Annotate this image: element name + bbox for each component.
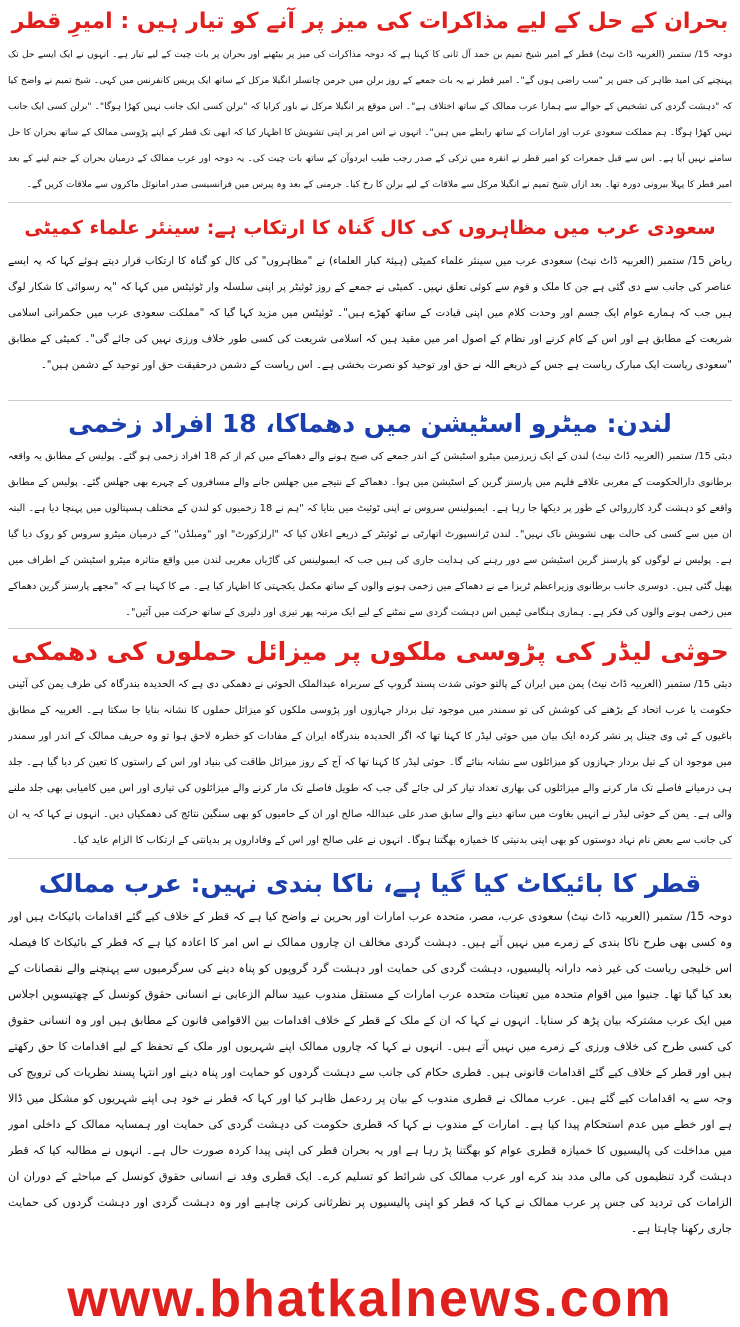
headline: سعودی عرب میں مظاہروں کی کال گناہ کا ارتکاب ہے: سینئر علماء کمیٹی [24, 217, 716, 239]
article-houthi-threat [8, 632, 732, 854]
divider [8, 202, 732, 203]
headline: حوثی لیڈر کی پڑوسی ملکوں پر میزائل حملوں کی دھمکی [11, 637, 729, 666]
article-london-blast [8, 404, 732, 626]
divider [8, 858, 732, 859]
divider [8, 628, 732, 629]
divider [8, 400, 732, 401]
article-saudi-scholars [8, 208, 732, 398]
article-body: دبئی 15/ ستمبر (العربیہ ڈاٹ نیٹ) یمن میں ایران کے پالتو حوثی شدت پسند گروپ کے سربراہ عبدالملک الحوثی نے دھمکی دی ہے کہ الحدیدہ بندرگاہ کی طرف یمن کی آئینی حکومت یا عرب اتحاد کے بڑھنے کی کوشش کی تو سمندر میں موجود تیل بردار جہازوں اور پڑوسی ملکوں کو میزائل حملوں کا نشانہ بنایا جا سکتا ہے۔ العربیہ کے مطابق باغیوں کے ٹی وی چینل پر نشر کردہ ایک بیان میں حوثی لیڈر کا کہنا تھا کہ اگر الحدیدہ بندرگاہ ایران کے مفادات کو خطرہ لاحق ہوا تو وہ حریف ممالک کے اندر اور سمندر میں موجود ان کے تیل بردار جہازوں کو میزائلوں سے نشانہ بنائے گا۔ حوثی لیڈر کا کہنا تھا کہ آج کے روز میزائل طاقت کی بنیاد اور اس کے راستوں کا تعین کر دیا گیا ہے۔ جلد ہی درمیانے فاصلے تک مار کرنے والے میزائلوں کی بھاری تعداد تیار کر لی جائے گی جب کہ طویل فاصلے تک مار کرنے والے میزائلوں کی تیاری اور اس میں کامیابی بھی جلد ملنے والی ہے۔ یمن کے حوثی لیڈر نے انہیں بغاوت میں ساتھ دینے والے سابق صدر علی عبداللہ صالح اور ان کے حامیوں کو بھی سنگین نتائج کی دھمکیاں دیں۔ انہوں نے کہا کہ یہ ان کی جانب سے بعض نام نہاد دوستوں کو بھی اپنی بدنیتی کا خمیازہ بھگتنا ہوگا۔ انہوں نے علی صالح اور اس کے وفاداروں پر بدیانتی کے ارتکاب کا الزام عاید کیا۔ [8, 679, 732, 846]
article-qatar-boycott [8, 864, 732, 1268]
headline: لندن: میٹرو اسٹیشن میں دھماکا، 18 افراد زخمی [68, 409, 672, 438]
article-body: دوحہ 15/ ستمبر (العربیہ ڈاٹ نیٹ) قطر کے امیر شیخ تمیم بن حمد آل ثانی کا کہنا ہے کہ دوحہ مذاکرات کی میز پر بیٹھنے اور بحران پر بات چیت کے لیے تیار ہے۔ انہوں نے ایک ایسے حل تک پہنچنے کی امید ظاہر کی جس پر "سب راضی ہوں گے"۔ امیر قطر نے یہ بات جمعے کے روز برلن میں جرمن چانسلر انگیلا مرکل کے ساتھ ایک پریس کانفرنس میں کہی۔ شیخ تمیم نے واضح کیا کہ "دہشت گردی کی تشخیص کے حوالے سے ہمارا عرب ممالک کے ساتھ اختلاف ہے"۔ اس موقع پر انگیلا مرکل نے باور کرایا کہ "برلن کسی ایک جانب نہیں کھڑا ہوگا"۔ "برلن کسی ایک جانب نہیں کھڑا ہوگا۔ ہم مملکت سعودی عرب اور امارات کے ساتھ رابطے میں ہیں"۔ انہوں نے اس امر پر اپنی تشویش کا اظہار کیا کہ ابھی تک قطر کے اپنے پڑوسی ممالک کے ساتھ بحران کا حل سامنے نہیں آیا ہے۔ اس سے قبل جمعرات کو امیر قطر نے انقرہ میں ترکی کے صدر رجب طیب ایردوآن کے ساتھ بات چیت کی۔ یہ دوحہ اور عرب ممالک کے درمیان بحران کے جنم لینے کے بعد امیر قطر کا پہلا بیرونی دورہ تھا۔ بعد ازاں شیخ تمیم نے انگیلا مرکل سے ملاقات کے لیے برلن کا رخ کیا۔ جرمنی کے بعد وہ پیرس میں فرانسیسی صدر امانوئل ماکروں سے ملاقات کریں گے۔ [8, 50, 732, 190]
headline: قطر کا بائیکاٹ کیا گیا ہے، ناکا بندی نہیں: عرب ممالک [38, 869, 702, 898]
article-body: دبئی 15/ ستمبر (العربیہ ڈاٹ نیٹ) لندن کے ایک زیرزمین میٹرو اسٹیشن کے اندر جمعے کی صبح ہونے والے دھماکے میں کم از کم 18 افراد زخمی ہو گئے۔ پولیس کے مطابق یہ واقعہ برطانوی دارالحکومت کے مغربی علاقے فلہم میں پارسنز گرین کے اسٹیشن میں ہوا۔ دھماکے کے نتیجے میں جھلس جانے والے مسافروں کے چہرے بھی جھلس گئے۔ پولیس کے مطابق واقعے کو دہشت گرد کارروائی کے طور پر دیکھا جا رہا ہے۔ ایمبولینس سروس نے اپنی ٹوئیٹ میں بتایا کہ "ہم نے 18 زخمیوں کو لندن کے مختلف ہسپتالوں میں پہنچا دیا ہے۔ البتہ ان میں سے کسی کی حالت بھی تشویش ناک نہیں"۔ لندن ٹرانسپورٹ اتھارٹی نے ٹوئیٹر کے ذریعے اعلان کیا کہ "ارلزکورٹ" اور "ومبلڈن" کے درمیان میٹرو سروس کو روک دیا گیا ہے۔ پولیس نے لوگوں کو پارسنز گرین اسٹیشن سے دور رہنے کی ہدایت جاری کی ہیں جب کہ ایمبولینس کی گاڑیاں مغربی لندن میں واقع متاثرہ میٹرو اسٹیشن کے اطراف میں پھیل گئی ہیں۔ دوسری جانب برطانوی وزیراعظم ٹریزا مے نے دھماکے میں زخمی ہونے والوں کے ساتھ مکمل یکجہتی کا اظہار کیا ہے۔ مے کا کہنا ہے کہ "مجھے پارسنز گرین دھماکے میں زخمی ہونے والوں کی فکر ہے۔ ہماری ہنگامی ٹیمیں اس دہشت گردی سے نمٹنے کے لیے ایک مرتبہ پھر تیزی اور دلیری کے ساتھ حرکت میں آئیں"۔ [8, 451, 732, 618]
article-qatar-emir [8, 2, 732, 198]
site-url: www.bhatkalnews.com [67, 1272, 673, 1327]
headline: بحران کے حل کے لیے مذاکرات کی میز پر آنے کو تیار ہیں : امیرِ قطر [11, 9, 729, 34]
article-body: دوحہ 15/ ستمبر (العربیہ ڈاٹ نیٹ) سعودی عرب، مصر، متحدہ عرب امارات اور بحرین نے واضح کیا ہے کہ قطر کے خلاف کیے گئے اقدامات بائیکاٹ ہیں اور وہ کسی بھی طرح ناکا بندی کے زمرے میں نہیں آتے ہیں۔ دہشت گردی مخالف ان چاروں ممالک نے اس امر کا اعادہ کیا ہے کہ قطر کے بائیکاٹ کا فیصلہ اس خلیجی ریاست کی غیر ذمہ دارانہ پالیسیوں، دہشت گردی کی حمایت اور دہشت گرد گروپوں کو پناہ دینے کی سرگرمیوں سے پہنچنے والے نقصانات کے بعد کیا گیا تھا۔ جنیوا میں اقوام متحدہ میں تعینات متحدہ عرب امارات کے مستقل مندوب عبید سالم الزعابی نے انسانی حقوق کونسل کے چھتیسویں اجلاس میں ایک عرب مشترکہ بیان پڑھ کر سنایا۔ انہوں نے کہا کہ ان کے ملک کے قطر کے خلاف اقدامات بین الاقوامی قانون کے مطابق ہیں اور وہ انسانی حقوق کی کسی طرح کی خلاف ورزی کے زمرے میں نہیں آتے ہیں۔ انہوں نے کہا کہ چاروں ممالک اپنے شہریوں اور ملک کے تحفظ کے لیے اقدامات کا حق رکھتے ہیں اور قطر کے خلاف کیے گئے اقدامات قانونی ہیں۔ قطری حکام کی جانب سے دہشت گردوں کو حمایت اور پناہ دینے اور انتہا پسند نظریات کی ترویج کی وجہ سے یہ اقدامات کیے گئے ہیں۔ عرب ممالک نے قطری مندوب کے بیان پر ردعمل ظاہر کیا اور کہا کہ قطر نے خود ہی اپنے شہریوں کو مشکل میں ڈالا ہے اور خطے میں عدم استحکام پیدا کیا ہے۔ امارات کے مندوب نے کہا کہ قطری حکومت کی دہشت گردی کی حمایت اور ہمسایہ ممالک کے داخلی امور میں مداخلت کی پالیسیوں کا خمیازہ قطری عوام کو بھگتنا پڑ رہا ہے اور یہ بحران قطر کی اپنی پیدا کردہ صورت حال ہے۔ انہوں نے مطالبہ کیا کہ قطر دہشت گرد تنظیموں کی مالی مدد بند کرے اور عرب ممالک کی شرائط کو تسلیم کرے۔ ایک قطری وفد نے انسانی حقوق کونسل کے مباحثے کے دوران ان الزامات کی تردید کی جس پر عرب ممالک نے کہا کہ قطر کو اپنی پالیسیوں پر نظرثانی کرنی چاہیے اور وہ دہشت گردی اور دہشت گردوں کی حمایت جاری رکھنا چاہتا ہے۔ [8, 910, 732, 1235]
article-body: ریاض 15/ ستمبر (العربیہ ڈاٹ نیٹ) سعودی عرب میں سینئر علماء کمیٹی (ہیئۃ کبار العلماء) نے "مظاہروں" کی کال کو گناہ کا ارتکاب قرار دیتے ہوئے کہا کہ یہ ایسے عناصر کی جانب سے دی گئی ہے جن کا ملک و قوم سے کوئی تعلق نہیں۔ کمیٹی نے جمعے کے روز ٹوئیٹر پر اپنی سلسلہ وار ٹوئیٹس میں کہا کہ "یہ رسوائی کا شکار لوگ ہیں جب کہ ہمارے عوام ایک جسم اور وحدت کلام میں اپنی قیادت کے ساتھ کھڑے ہیں"۔ ٹوئیٹس میں مزید کہا گیا کہ "مملکت سعودی عرب میں حکمرانی اسلامی شریعت کے مطابق ہے اور اس کے کام کرنے اور نظام کے اصول امر میں مقید ہیں کہ اسلامی شریعت کی کسی طور خلاف ورزی نہیں کی جائے گی"۔ کمیٹی کے مطابق "سعودی ریاست ایک مبارک ریاست ہے جس کے ذریعے اللہ نے حق اور توحید کو نصرت بخشی ہے۔ اس ریاست کے دشمن درحقیقت حق اور توحید کے دشمن ہیں"۔ [8, 255, 732, 371]
